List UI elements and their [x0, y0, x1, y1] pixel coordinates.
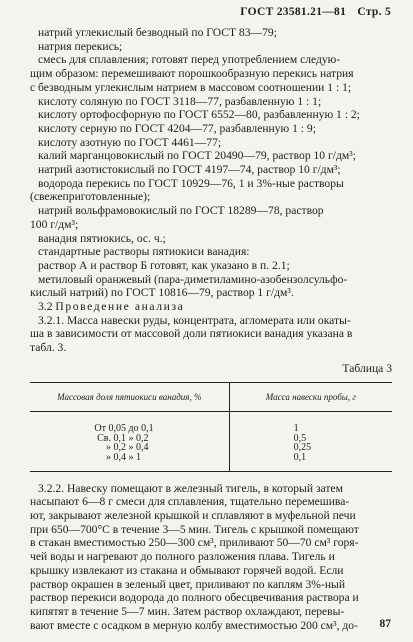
sample-mass-value: 0,25 [293, 442, 312, 454]
text-line: натрий вольфрамовокислый по ГОСТ 18289—78, раствор [38, 204, 324, 218]
range-from: Св. 0,1 [97, 432, 126, 444]
text-line: 100 г/дм³; [30, 217, 79, 231]
range-separator: до [126, 423, 142, 435]
text-line: натрия перекись; [38, 39, 123, 53]
text-line: щим образом: перемешивают порошкообразную перекись натрия [30, 67, 354, 81]
text-line: при 650—700°С в течение 3—5 мин. Тигель с крышкой помещают [30, 522, 359, 536]
text-line: кислоту серную по ГОСТ 4204—77, разбавленную 1 : 9; [38, 121, 316, 135]
section-heading: 3.2 Проведение анализа [38, 300, 185, 314]
range-to: 1 [136, 452, 141, 464]
text-line: ша в зависимости от массовой доли пятиокиси ванадия указана в [30, 327, 353, 341]
table-caption: Таблица 3 [342, 361, 392, 375]
standard-code: ГОСТ 23581.21—81 [240, 6, 347, 18]
text-line: раствор А и раствор Б готовят, как указано в п. 2.1; [38, 258, 290, 272]
text-line: стандартные растворы пятиокиси ванадия: [38, 245, 250, 259]
page-header [232, 6, 391, 18]
table-row [30, 443, 392, 453]
text-line: табл. 3. [30, 341, 67, 355]
text-line: крышку извлекают из стакана и обмывают горячей водой. Если [30, 563, 344, 577]
table-row [30, 453, 392, 471]
text-line: ванадия пятиокись, ос. ч.; [38, 231, 166, 245]
text-line: калий марганцовокислый по ГОСТ 20490—79, раствор 10 г/дм³; [38, 149, 356, 163]
text-line: с безводным углекислым натрием в массовом соотношении 1 : 1; [30, 80, 352, 94]
text-line: водорода перекись по ГОСТ 10929—76, 1 и 3%-ные растворы [38, 176, 344, 190]
range-from: » 0,2 [106, 442, 126, 454]
reagent-list [30, 26, 392, 300]
text-line: насыпают 6—8 г смеси для сплавления, тщательно перемешива- [30, 495, 350, 509]
text-line: кислоту азотную по ГОСТ 4461—77; [38, 135, 222, 149]
page-label: Стр. 5 [357, 6, 391, 18]
sample-mass-value: 0,1 [229, 453, 392, 471]
text-line: кислый натрий) по ГОСТ 10816—79, раствор 1 г/дм³. [30, 286, 294, 300]
body-text [30, 26, 392, 632]
page-number: 87 [379, 618, 391, 630]
range-to: 0,2 [136, 432, 149, 444]
sample-mass-value: 1 [293, 423, 299, 435]
text-line: ют, закрывают железной крышкой и сплавляют в муфельной печи [30, 509, 356, 523]
text-line: (свежеприготовленные); [30, 190, 151, 204]
text-line: кислоту соляную по ГОСТ 3118—77, разбавленную 1 : 1; [38, 94, 322, 108]
range-separator: » [126, 442, 136, 454]
text-line: чей воды и нагревают до полного разложения плава. Тигель и [30, 550, 335, 564]
range-to: 0,4 [136, 442, 149, 454]
table-row [30, 412, 392, 434]
table-3 [30, 382, 392, 472]
table-header-vanadium-fraction: Массовая доля пятиокиси ванадия, % [30, 382, 229, 412]
range-from: От 0,05 [94, 423, 126, 435]
text-line: смесь для сплавления; готовят перед употреблением следую- [38, 53, 341, 67]
paragraph-3-2-2 [30, 482, 392, 633]
text-line: 3.2.1. Масса навески руды, концентрата, агломерата или окаты- [38, 313, 351, 327]
table-header-sample-mass: Масса навески пробы, г [229, 382, 392, 412]
table-row [30, 434, 392, 444]
text-line: вают вместе с осадком в мерную колбу вместимостью 200 см³, до- [30, 618, 358, 632]
text-line: раствор перекиси водорода до полного обесцвечивания раствора и [30, 591, 359, 605]
text-line: натрий азотистокислый по ГОСТ 4197—74, раствор 10 г/дм³; [38, 163, 341, 177]
sample-mass-value: 0,5 [293, 432, 307, 444]
range-separator: » [126, 452, 136, 464]
text-line: в стакан вместимостью 250—300 см³, приливают 50—70 см³ горя- [30, 536, 359, 550]
text-line: раствор окрашен в зеленый цвет, приливают по каплям 3%-ный [30, 577, 346, 591]
range-to: 0,1 [141, 423, 154, 435]
text-line: метиловый оранжевый (пара-диметиламино-азобензолсульфо- [38, 272, 348, 286]
text-line: кипятят в течение 5—7 мин. Затем раствор охлаждают, перевы- [30, 604, 345, 618]
range-separator: » [126, 432, 136, 444]
paragraph-3-2-1 [30, 314, 392, 355]
text-line: натрий углекислый безводный по ГОСТ 83—79; [38, 26, 277, 39]
text-line: 3.2.2. Навеску помещают в железный тигель, в который затем [38, 481, 343, 495]
range-from: » 0,4 [106, 452, 126, 464]
text-line: кислоту ортофосфорную по ГОСТ 6552—80, разбавленную 1 : 2; [38, 108, 360, 122]
